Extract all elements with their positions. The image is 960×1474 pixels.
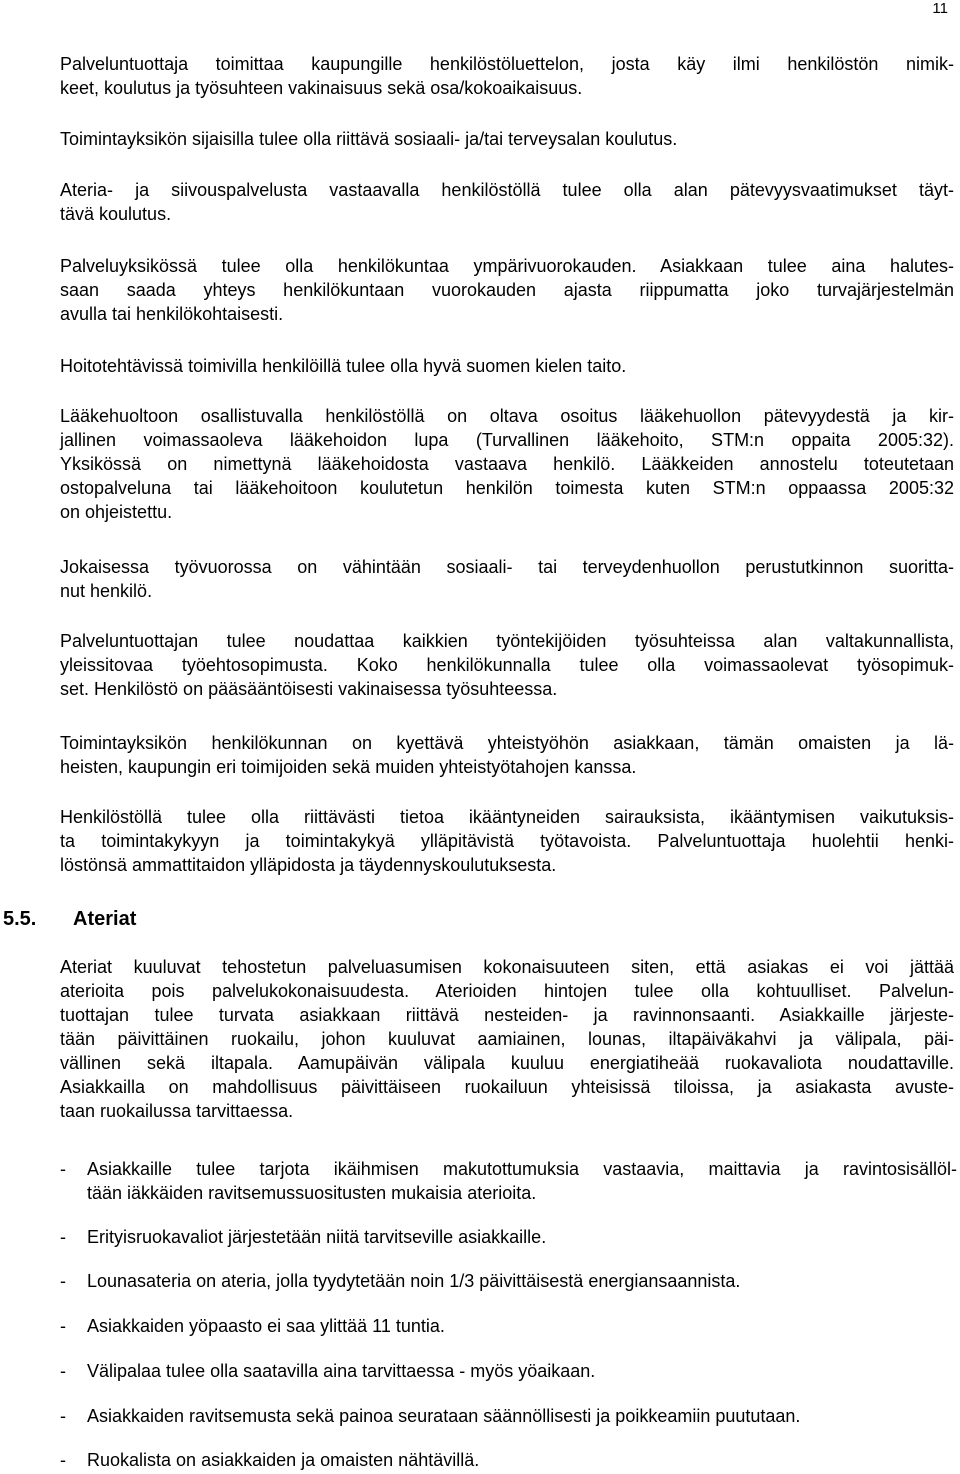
paragraph-line: nut henkilö. [60, 581, 153, 601]
bullet-dash: - [60, 1361, 66, 1381]
paragraph-line: keet, koulutus ja työsuhteen vakinaisuus sekä osa/kokoaikaisuus. [60, 78, 583, 98]
paragraph-line: set. Henkilöstö on pääsääntöisesti vakinaisessa työsuhteessa. [60, 679, 558, 699]
bullet-dash: - [60, 1406, 66, 1426]
bullet-line: Lounasateria on ateria, jolla tyydytetään noin 1/3 päivittäisestä energiansaannista. [87, 1271, 741, 1291]
section-heading [3, 906, 136, 932]
paragraph-line: Henkilöstöllä tulee olla riittävästi tietoa ikääntyneiden sairauksista, ikääntymisen vaikutuksis- [60, 807, 954, 827]
paragraph-line: Toimintayksikön sijaisilla tulee olla riittävä sosiaali- ja/tai terveysalan koulutus. [60, 129, 678, 149]
paragraph-line: ostopalveluna tai lääkehoitoon koulutetun henkilön toimesta kuten STM:n oppaassa 2005:32 [60, 478, 954, 498]
section-paragraph-line: tään päivittäinen ruokailu, johon kuuluvat aamiainen, lounas, iltapäiväkahvi ja välipala, päi- [60, 1029, 954, 1049]
section-paragraph-line: aterioita pois palvelukokonaisuudesta. Aterioiden hintojen tulee olla kohtuulliset. Palvelun- [60, 981, 954, 1001]
bullet-dash: - [60, 1450, 66, 1470]
paragraph-line: tävä koulutus. [60, 204, 172, 224]
bullet-dash: - [60, 1271, 66, 1291]
section-title: Ateriat [73, 908, 137, 930]
bullet-line: Asiakkaille tulee tarjota ikäihmisen makutottumuksia vastaavia, maittavia ja ravintosisällöl- [87, 1159, 957, 1179]
paragraph-line: Hoitotehtävissä toimivilla henkilöillä tulee olla hyvä suomen kielen taito. [60, 356, 627, 376]
paragraph-line: Palveluyksikössä tulee olla henkilökuntaa ympärivuorokauden. Asiakkaan tulee aina halutes- [60, 256, 954, 276]
paragraph-line: löstönsä ammattitaidon ylläpidosta ja täydennyskoulutuksesta. [60, 855, 557, 875]
bullet-dash: - [60, 1159, 66, 1179]
section-paragraph-line: tuottajan tulee turvata asiakkaan riittävä nesteiden- ja ravinnonsaanti. Asiakkaille järjeste- [60, 1005, 954, 1025]
page-number: 11 [932, 0, 948, 17]
bullet-dash: - [60, 1316, 66, 1336]
paragraph-line: avulla tai henkilökohtaisesti. [60, 304, 284, 324]
bullet-line: Ruokalista on asiakkaiden ja omaisten nähtävillä. [87, 1450, 480, 1470]
paragraph-line: Ateria- ja siivouspalvelusta vastaavalla henkilöstöllä tulee olla alan pätevyysvaatimukset täyt- [60, 180, 954, 200]
bullet-line: Välipalaa tulee olla saatavilla aina tarvittaessa - myös yöaikaan. [87, 1361, 596, 1381]
paragraph-line: heisten, kaupungin eri toimijoiden sekä muiden yhteistyötahojen kanssa. [60, 757, 637, 777]
paragraph-line: Palveluntuottaja toimittaa kaupungille henkilöstöluettelon, josta käy ilmi henkilöstön nimik- [60, 54, 954, 74]
section-paragraph-line: Ateriat kuuluvat tehostetun palveluasumisen kokonaisuuteen siten, että asiakas ei voi jättää [60, 957, 954, 977]
paragraph-line: Toimintayksikön henkilökunnan on kyettävä yhteistyöhön asiakkaan, tämän omaisten ja lä- [60, 733, 954, 753]
bullet-line: tään iäkkäiden ravitsemussuositusten mukaisia aterioita. [87, 1183, 537, 1203]
bullet-line: Asiakkaiden yöpaasto ei saa ylittää 11 tuntia. [87, 1316, 445, 1336]
paragraph-line: on ohjeistettu. [60, 502, 173, 522]
paragraph-line: Lääkehuoltoon osallistuvalla henkilöstöllä on oltava osoitus lääkehuollon pätevyydestä ja kir- [60, 406, 954, 426]
paragraph-line: jallinen voimassaoleva lääkehoidon lupa (Turvallinen lääkehoito, STM:n oppaita 2005:32). [60, 430, 954, 450]
paragraph-line: saan saada yhteys henkilökuntaan vuorokauden ajasta riippumatta joko turvajärjestelmän [60, 280, 954, 300]
paragraph-line: Palveluntuottajan tulee noudattaa kaikkien työntekijöiden työsuhteissa alan valtakunnallista, [60, 631, 954, 651]
paragraph-line: Jokaisessa työvuorossa on vähintään sosiaali- tai terveydenhuollon perustutkinnon suoritta- [60, 557, 954, 577]
paragraph-line: ta toimintakykyyn ja toimintakykyä ylläpitävistä työtavoista. Palveluntuottaja huolehtii henki- [60, 831, 954, 851]
section-paragraph-line: vällinen sekä iltapala. Aamupäivän välipala kuuluu energiatiheää ruokavaliota noudattaville. [60, 1053, 954, 1073]
section-paragraph-line: Asiakkailla on mahdollisuus päivittäiseen ruokailuun yhteisissä tiloissa, ja asiakasta avuste- [60, 1077, 954, 1097]
section-number: 5.5. [3, 908, 37, 930]
section-paragraph-line: taan ruokailussa tarvittaessa. [60, 1101, 294, 1121]
paragraph-line: Yksikössä on nimettynä lääkehoidosta vastaava henkilö. Lääkkeiden annostelu toteutetaan [60, 454, 954, 474]
paragraph-line: yleissitovaa työehtosopimusta. Koko henkilökunnalla tulee olla voimassaolevat työsopimuk- [60, 655, 954, 675]
bullet-line: Erityisruokavaliot järjestetään niitä tarvitseville asiakkaille. [87, 1227, 547, 1247]
bullet-line: Asiakkaiden ravitsemusta sekä painoa seurataan säännöllisesti ja poikkeamiin puututaan. [87, 1406, 801, 1426]
bullet-dash: - [60, 1227, 66, 1247]
